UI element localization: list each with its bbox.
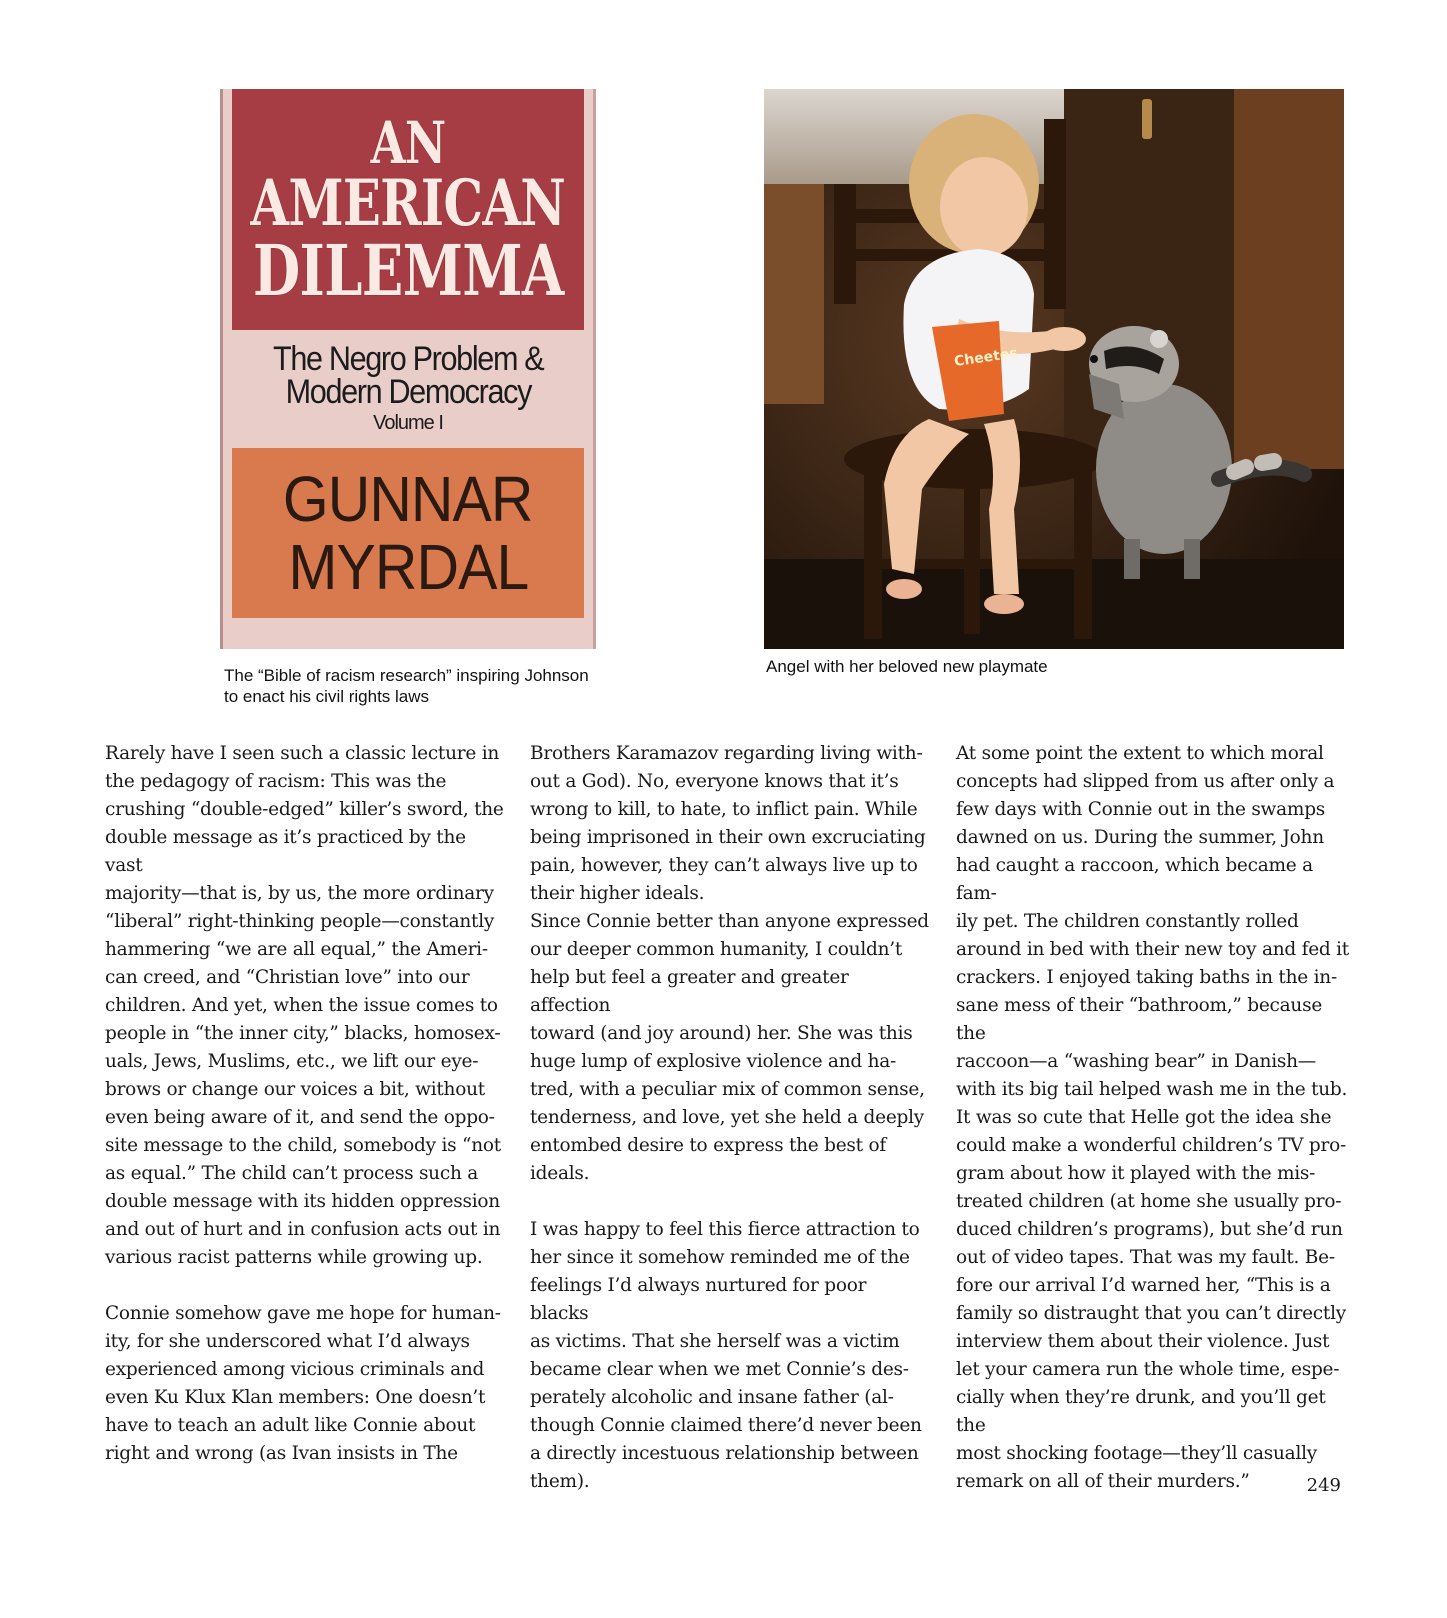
book-cover-title-line: AMERICAN — [250, 165, 566, 241]
paragraph: Since Connie better than anyone expressed our deeper common humanity, I couldn’t help but feel a greater and greater affection toward (and joy around) her. She was this huge lump of explosive violence and ha- tred, with a peculiar mix of common sense, tenderness, and love, yet she held a deeply entombed desire to express the best of ideals. — [530, 911, 929, 1184]
book-cover-subtitle: Modern Democracy — [285, 373, 531, 411]
book-cover-subtitle: The Negro Problem & — [272, 340, 544, 378]
figure-photo — [764, 89, 1344, 677]
page-number: 249 — [1306, 1475, 1341, 1496]
paragraph: Connie somehow gave me hope for human- ity, for she underscored what I’d always experienced among vicious criminals and even Ku Klux Klan members: One doesn’t have to teach an adult like Connie about right and wrong (as Ivan insists in The — [105, 1303, 501, 1464]
text-column-2 — [530, 740, 930, 1496]
figure-caption-book: The “Bible of racism research” inspiring Johnson to enact his civil rights laws — [224, 666, 589, 706]
book-cover-title-block — [232, 89, 584, 330]
book-cover-image — [220, 89, 596, 649]
paragraph: I was happy to feel this fierce attraction to her since it somehow reminded me of the feelings I’d always nurtured for poor blacks as victims. That she herself was a victim became clear when we met Connie’s des- perately alcoholic and insane father (al- though Connie claimed there’d never been a directly incestuous relationship between them). — [530, 1219, 922, 1492]
book-cover-author-block — [232, 448, 584, 618]
figure-book-cover — [220, 89, 596, 707]
photo-child-with-raccoon — [764, 89, 1344, 649]
paragraph: At some point the extent to which moral concepts had slipped from us after only a few days with Connie out in the swamps dawned on us. During the summer, John had caught a raccoon, which became a fam- ily pet. The children constantly rolled around in bed with their new toy and fed it crackers. I enjoyed taking baths in the in- sane mess of their “bathroom,” because the raccoon—a “washing bear” in Danish— with its big tail helped wash me in the tub. It was so cute that Helle got the idea she could make a wonderful children’s TV pro- gram about how it played with the mis- treated children (at home she usually pro- duced children’s programs), but she’d run out of video tapes. That was my fault. Be- fore our arrival I’d warned her, “This is a family so distraught that you can’t directly interview them about their violence. Just let your camera run the whole time, espe- cially when they’re drunk, and you’ll get the most shocking footage—they’ll casually remark on all of their murders.” — [956, 743, 1349, 1492]
book-cover-subtitle-block — [232, 330, 584, 448]
paragraph: Rarely have I seen such a classic lecture in the pedagogy of racism: This was the crushing “double-edged” killer’s sword, the double message as it’s practiced by the vast majority—that is, by us, the more ordinary “liberal” right-thinking people—constantly hammering “we are all equal,” the Ameri- can creed, and “Christian love” into our children. And yet, when the issue comes to people in “the inner city,” blacks, homosex- uals, Jews, Muslims, etc., we lift our eye- brows or change our voices a bit, without even being aware of it, and send the oppo- site message to the child, somebody is “not as equal.” The child can’t process such a double message with its hidden oppression and out of hurt and in confusion acts out in various racist patterns while growing up. — [105, 743, 504, 1268]
book-cover-author: GUNNAR — [283, 463, 533, 535]
figure-caption-photo: Angel with her beloved new playmate — [766, 657, 1048, 676]
paragraph: Brothers Karamazov regarding living with- out a God). No, everyone knows that it’s wrong to kill, to hate, to inflict pain. While being imprisoned in their own excruciating pain, however, they can’t always live up to their higher ideals. — [530, 743, 926, 904]
text-column-1 — [105, 740, 505, 1468]
book-cover-author: MYRDAL — [288, 531, 528, 603]
photo-chip-bag-label: Cheetos — [953, 345, 1019, 370]
book-cover-title-line: DILEMMA — [252, 228, 564, 312]
text-column-3 — [956, 740, 1356, 1496]
book-cover-title-line: AN — [370, 108, 446, 177]
book-cover-volume: Volume I — [373, 412, 443, 434]
